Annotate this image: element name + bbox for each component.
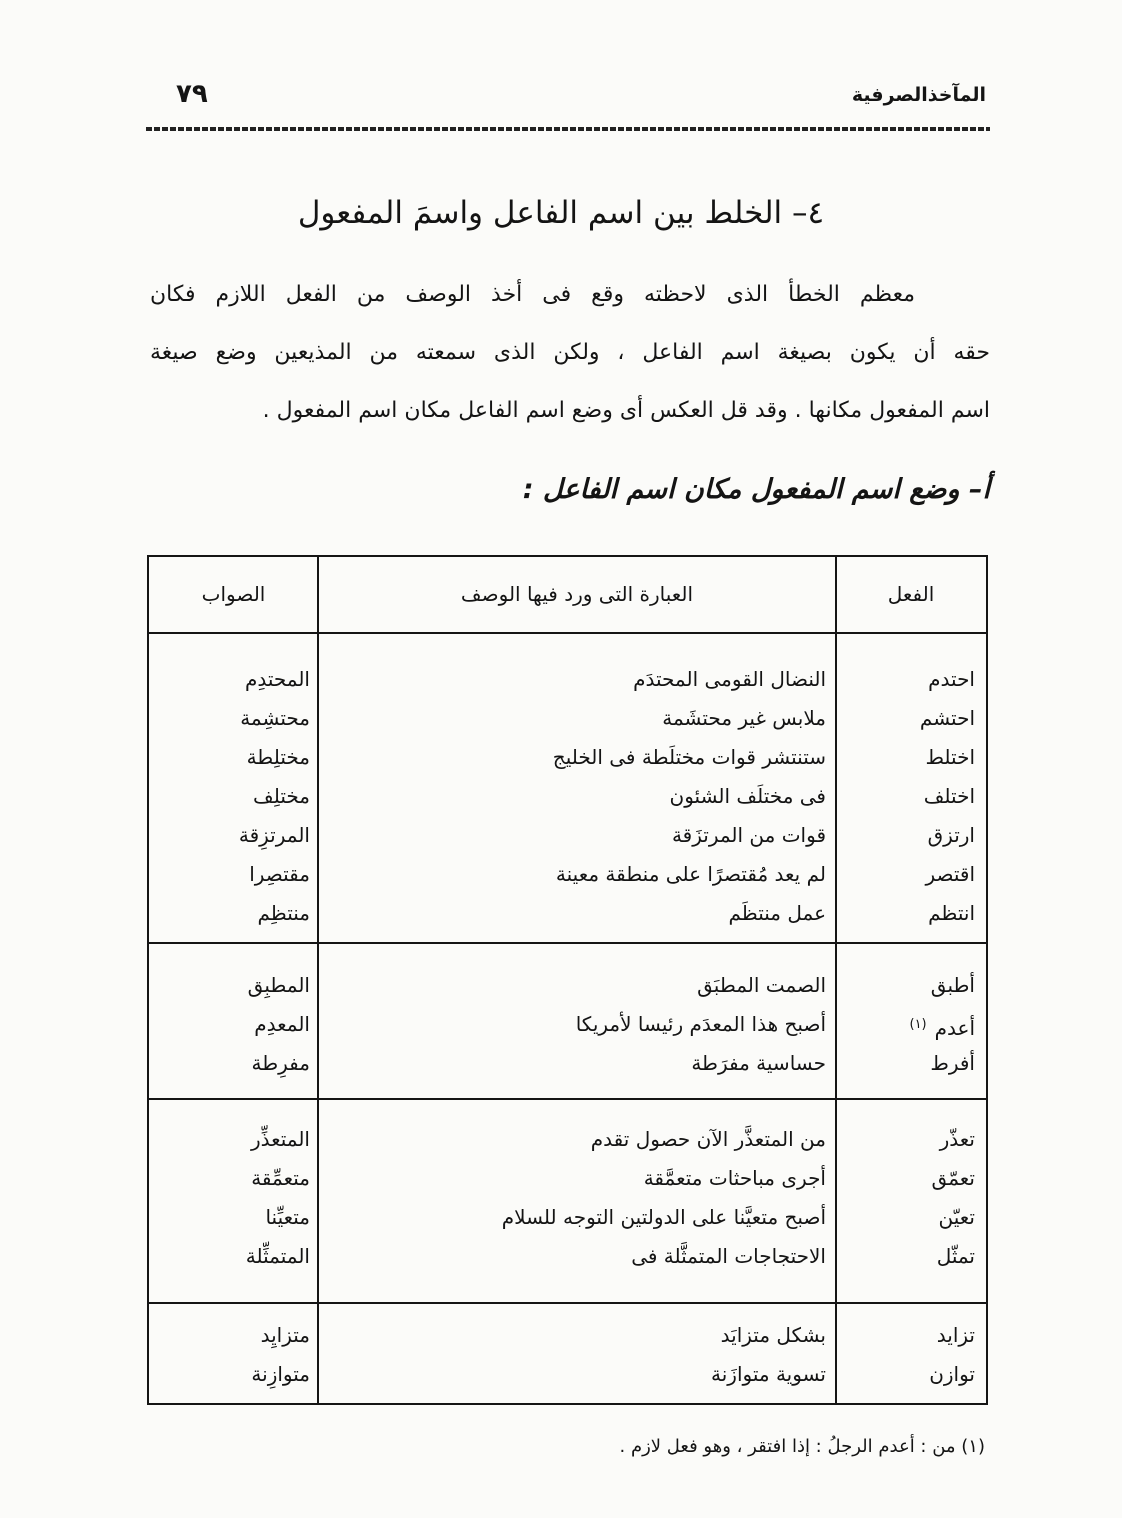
correct-cell <box>149 1120 318 1159</box>
correct-cell <box>149 1159 318 1198</box>
correct-cell <box>149 1237 318 1276</box>
phrase-cell <box>318 777 836 816</box>
correct-cell <box>149 699 318 738</box>
table-row <box>149 855 986 894</box>
correct-cell-text: المعدِم <box>254 1012 310 1036</box>
phrase-cell-text: النضال القومى المحتدَم <box>633 667 826 691</box>
phrase-cell <box>318 966 836 1005</box>
phrase-cell-text: قوات من المرتزَقة <box>671 823 826 847</box>
correct-cell-text: متزايِد <box>260 1323 310 1347</box>
table-row <box>149 1355 986 1394</box>
verb-cell-text: تعيّن <box>938 1205 975 1229</box>
phrase-cell <box>318 699 836 738</box>
table-row <box>149 1159 986 1198</box>
correct-cell-text: مقتصِرا <box>249 862 310 886</box>
phrase-cell <box>318 1198 836 1237</box>
table-row <box>149 1005 986 1044</box>
phrase-cell-text: ستنتشر قوات مختلَطة فى الخليج <box>552 745 826 769</box>
section-title: ٤– الخلط بين اسم الفاعل واسمَ المفعول <box>297 195 825 231</box>
paragraph-line: معظم الخطأ الذى لاحظته وقع فى أخذ الوصف من الفعل اللازم فكان <box>150 282 915 307</box>
verb-cell-text: اختلط <box>925 745 975 769</box>
verb-cell-text: أفرط <box>930 1051 975 1075</box>
table-row <box>149 660 986 699</box>
table-row <box>149 894 986 933</box>
verb-cell-text: تمثّل <box>936 1244 975 1268</box>
verb-cell <box>836 1198 986 1237</box>
table-row <box>149 966 986 1005</box>
correct-cell-text: المتمثِّلة <box>245 1244 310 1268</box>
phrase-cell-text: أجرى مباحثات متعمَّقة <box>643 1166 826 1190</box>
correct-cell-text: المطبِق <box>247 973 310 997</box>
table-row <box>149 1044 986 1083</box>
verb-cell <box>836 1044 986 1083</box>
correct-cell-text: متوازِنة <box>251 1362 310 1386</box>
column-divider <box>317 557 319 1403</box>
phrase-cell-text: حساسية مفرَطة <box>691 1051 826 1075</box>
verb-cell-text: تزايد <box>936 1323 975 1347</box>
table-row <box>149 816 986 855</box>
phrase-cell <box>318 816 836 855</box>
correct-cell <box>149 855 318 894</box>
table-row <box>149 1120 986 1159</box>
verb-cell-text: احتدم <box>928 667 975 691</box>
correct-cell <box>149 966 318 1005</box>
table-group <box>149 632 986 942</box>
correct-cell <box>149 1355 318 1394</box>
phrase-cell-text: أصبح متعيَّنا على الدولتين التوجه للسلام <box>501 1205 826 1229</box>
phrase-cell <box>318 1355 836 1394</box>
phrase-cell-text: من المتعذَّر الآن حصول تقدم <box>590 1127 826 1151</box>
verb-cell-text: أطبق <box>930 973 975 997</box>
correct-cell <box>149 660 318 699</box>
correct-cell <box>149 816 318 855</box>
phrase-cell <box>318 1159 836 1198</box>
phrase-cell-text: عمل منتظَم <box>728 901 826 925</box>
verb-cell-text: احتشم <box>919 706 975 730</box>
correct-cell-text: المرتزِقة <box>238 823 310 847</box>
verb-cell <box>836 1316 986 1355</box>
phrase-cell-text: الصمت المطبَق <box>697 973 826 997</box>
verb-cell <box>836 1159 986 1198</box>
footnote: (١) من : أعدم الرجلُ : إذا افتقر ، وهو فعل لازم . <box>619 1436 985 1457</box>
correct-cell-text: متعيِّنا <box>265 1205 310 1229</box>
footnote-reference: (١) <box>909 1017 927 1032</box>
correct-cell <box>149 1005 318 1048</box>
phrase-cell-text: بشكل متزايَد <box>720 1323 826 1347</box>
verb-cell <box>836 966 986 1005</box>
verb-cell <box>836 738 986 777</box>
phrase-cell <box>318 894 836 933</box>
verb-cell-text: ارتزق <box>927 823 975 847</box>
table-group <box>149 1098 986 1302</box>
verb-cell-text: تعذّر <box>939 1127 975 1151</box>
verb-cell <box>836 1237 986 1276</box>
page-number: ٧٩ <box>176 79 208 109</box>
table-row <box>149 699 986 738</box>
correct-cell-text: مختلِطة <box>246 745 310 769</box>
verb-cell <box>836 1120 986 1159</box>
correct-cell-text: المحتدِم <box>244 667 310 691</box>
phrase-cell-text: ملابس غير محتشَمة <box>662 706 826 730</box>
body-paragraph <box>150 266 990 440</box>
verb-cell-text: تعمّق <box>931 1166 975 1190</box>
correct-cell <box>149 894 318 933</box>
correct-cell-text: منتظِم <box>257 901 310 925</box>
phrase-cell <box>318 738 836 777</box>
correct-cell <box>149 777 318 816</box>
correct-cell-text: مختلِف <box>253 784 310 808</box>
verb-cell <box>836 1005 986 1048</box>
phrase-cell-text: الاحتجاجات المتمثَّلة فى <box>631 1244 826 1268</box>
verb-cell <box>836 1355 986 1394</box>
paragraph-line: اسم المفعول مكانها . وقد قل العكس أى وضع اسم الفاعل مكان اسم المفعول . <box>262 398 990 423</box>
column-divider <box>835 557 837 1403</box>
table-row <box>149 777 986 816</box>
table-group <box>149 1302 986 1403</box>
paragraph-line: حقه أن يكون بصيغة اسم الفاعل ، ولكن الذى سمعته من المذيعين وضع صيغة <box>150 340 990 365</box>
table-row <box>149 738 986 777</box>
verb-cell-text: توازن <box>929 1362 975 1386</box>
table-row <box>149 1316 986 1355</box>
verb-cell-text: اقتصر <box>925 862 975 886</box>
correct-cell-text: مفرِطة <box>251 1051 310 1075</box>
verb-cell-text: اختلف <box>923 784 975 808</box>
correct-cell <box>149 1316 318 1355</box>
correct-cell <box>149 1198 318 1237</box>
phrase-cell-text: لم يعد مُقتصرًا على منطقة معينة <box>555 862 826 886</box>
verb-cell-text: انتظم <box>928 901 975 925</box>
phrase-cell <box>318 855 836 894</box>
column-header-correct: الصواب <box>201 582 266 606</box>
running-title: المآخذالصرفية <box>851 84 986 106</box>
verb-cell <box>836 816 986 855</box>
phrase-cell <box>318 1316 836 1355</box>
phrase-cell <box>318 1237 836 1276</box>
correction-table <box>147 555 988 1405</box>
table-row <box>149 1237 986 1276</box>
phrase-cell-text: تسوية متوازَنة <box>711 1362 826 1386</box>
correct-cell-text: محتشِمة <box>240 706 310 730</box>
header-rule <box>146 127 990 131</box>
phrase-cell <box>318 1005 836 1048</box>
phrase-cell <box>318 1120 836 1159</box>
correct-cell-text: متعمِّقة <box>251 1166 310 1190</box>
table-row <box>149 1198 986 1237</box>
table-header-row <box>149 557 986 632</box>
correct-cell-text: المتعذِّر <box>250 1127 310 1151</box>
table-group <box>149 942 986 1098</box>
phrase-cell-text: فى مختلَف الشئون <box>669 784 826 808</box>
correct-cell <box>149 1044 318 1083</box>
phrase-cell-text: أصبح هذا المعدَم رئيسا لأمريكا <box>575 1012 826 1036</box>
verb-cell <box>836 699 986 738</box>
verb-cell-text: أعدم <box>934 1016 975 1040</box>
verb-cell <box>836 894 986 933</box>
column-header-verb: الفعل <box>887 582 935 606</box>
phrase-cell <box>318 1044 836 1083</box>
verb-cell <box>836 855 986 894</box>
verb-cell <box>836 777 986 816</box>
verb-cell <box>836 660 986 699</box>
correct-cell <box>149 738 318 777</box>
column-header-phrase: العبارة التى ورد فيها الوصف <box>460 582 694 606</box>
subsection-heading: أ– وضع اسم المفعول مكان اسم الفاعل : <box>522 474 990 505</box>
phrase-cell <box>318 660 836 699</box>
